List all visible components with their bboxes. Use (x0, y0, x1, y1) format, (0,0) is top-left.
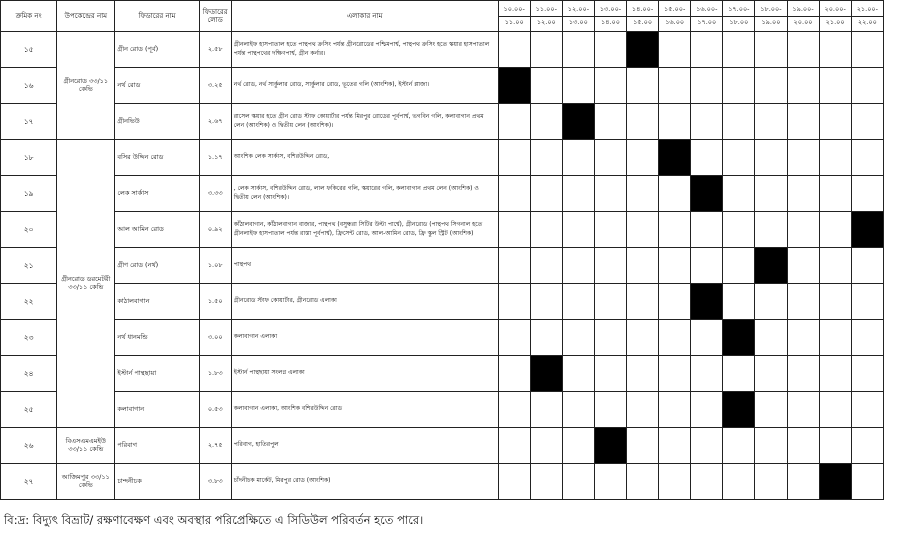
time-slot-to: ২১.০০ (825, 17, 845, 26)
outage-slot (691, 104, 723, 140)
time-slot-to: ১৪.০০ (601, 17, 620, 26)
area-cell: ইস্টার্ন পান্থছায়া সংলগ্ন এলাকা (231, 356, 498, 392)
outage-slot-marked (562, 104, 594, 140)
load-cell: ২.৫৮ (199, 32, 231, 68)
substation-cell: গ্রীনরোড ডরমেটরী ৩৩/১১ কেভি (57, 140, 115, 428)
area-cell: নর্থ রোড, নর্থ সার্কুলার রোড, সার্কুলার রোড, ভূতের গলি (আংশিক), ইস্টার্ন প্লাজা। (231, 68, 498, 104)
feeder-cell: চান্দনীচক (115, 464, 199, 500)
outage-slot (562, 284, 594, 320)
footnote: বি:দ্র: বিদ্যুৎ বিভ্রাট/ রক্ষণাবেক্ষণ এবং অবস্থার পরিপ্রেক্ষিতে এ সিডিউল পরিবর্তন হতে পারে। (4, 513, 424, 527)
outage-slot (594, 248, 626, 284)
serial-cell: ২৭ (1, 464, 57, 500)
outage-slot (819, 68, 851, 104)
table-row (1, 248, 884, 284)
outage-slot (851, 176, 883, 212)
outage-slot (755, 464, 787, 500)
load-cell: ৩.৮৩ (199, 464, 231, 500)
area-cell: গ্রীনলাইফ হাসপাতাল হতে পান্থপথ ক্রসিং পর্যন্ত গ্রীনরোডের পশ্চিমপার্শ্ব, পান্থপথ ক্রসিং হতে স্কয়ার হাসপাতাল পর্যন্ত পান্থপথের দক্ষিণপার্শ্ব, গ্রীন কর্নার। (231, 32, 498, 68)
area-cell: পান্থপথ (231, 248, 498, 284)
header-load: ফিডারের লোড (199, 1, 231, 32)
outage-slot (530, 176, 562, 212)
table-row (1, 320, 884, 356)
outage-slot (562, 140, 594, 176)
outage-slot (627, 140, 659, 176)
outage-slot (691, 464, 723, 500)
outage-slot (562, 248, 594, 284)
area-cell: কলাবাগান এলাকা (231, 320, 498, 356)
feeder-cell: ইস্টার্ন পান্থছায়া (115, 356, 199, 392)
outage-slot (691, 392, 723, 428)
outage-slot (851, 320, 883, 356)
outage-slot (627, 320, 659, 356)
table-row (1, 212, 884, 248)
feeder-cell: পরিবাগ (115, 428, 199, 464)
serial-cell: ২০ (1, 212, 57, 248)
header-time-slot (851, 1, 883, 32)
outage-slot (498, 284, 530, 320)
feeder-cell: কলাবাগান (115, 392, 199, 428)
outage-slot (498, 176, 530, 212)
outage-slot (659, 176, 691, 212)
serial-cell: ২১ (1, 248, 57, 284)
serial-cell: ২৪ (1, 356, 57, 392)
outage-slot (562, 320, 594, 356)
outage-slot (562, 392, 594, 428)
load-cell: ২.৬৭ (199, 104, 231, 140)
load-cell: ১.১৭ (199, 140, 231, 176)
outage-slot (498, 212, 530, 248)
outage-slot (723, 284, 755, 320)
outage-slot (659, 32, 691, 68)
outage-slot (851, 464, 883, 500)
outage-slot (562, 68, 594, 104)
time-slot-to: ১৬.০০ (665, 17, 685, 26)
table-row (1, 284, 884, 320)
feeder-cell: লেক সার্কাস (115, 176, 199, 212)
outage-slot (530, 392, 562, 428)
feeder-cell: গ্রীন রোড (পূর্ব) (115, 32, 199, 68)
load-cell: ১.৫০ (199, 284, 231, 320)
outage-slot-marked (594, 428, 626, 464)
substation-cell: আজিমপুর ৩৩/১১ কেভি (57, 464, 115, 500)
outage-slot (594, 140, 626, 176)
outage-slot (723, 248, 755, 284)
outage-slot (819, 284, 851, 320)
outage-slot (562, 32, 594, 68)
outage-slot (755, 428, 787, 464)
outage-slot (723, 428, 755, 464)
area-cell: , লেক সার্কাস, বশিরউদ্দিন রোড, লাল ফকিরের গলি, স্কয়ারের গলি, কলাবাগান প্রথম লেন (আংশিক) ও দ্বিতীয় লেন (আংশিক)। (231, 176, 498, 212)
outage-slot (787, 140, 819, 176)
outage-slot (755, 176, 787, 212)
load-cell: ১.০৮ (199, 248, 231, 284)
outage-slot (659, 284, 691, 320)
header-substation: উপকেন্দ্রের নাম (57, 1, 115, 32)
feeder-cell: গ্রীণ রোড (নর্থ) (115, 248, 199, 284)
time-slot-from: ১০.০০- (499, 6, 530, 17)
load-cell: ৩.৩৩ (199, 176, 231, 212)
time-slot-to: ১৭.০০ (697, 17, 717, 26)
outage-slot (819, 428, 851, 464)
header-area: এলাকার নাম (231, 1, 498, 32)
header-time-slot (723, 1, 755, 32)
time-slot-to: ২২.০০ (857, 17, 877, 26)
outage-slot (755, 68, 787, 104)
outage-slot (530, 32, 562, 68)
outage-slot (530, 428, 562, 464)
outage-slot (787, 284, 819, 320)
feeder-cell: কাঠালবাগান (115, 284, 199, 320)
feeder-cell: আল আমিন রোড (115, 212, 199, 248)
outage-slot (530, 284, 562, 320)
outage-slot (723, 212, 755, 248)
outage-slot (787, 104, 819, 140)
outage-slot (723, 140, 755, 176)
time-slot-from: ১৭.০০- (723, 6, 754, 17)
outage-slot (627, 284, 659, 320)
area-cell: পরিবাগ, হাতিরপুল (231, 428, 498, 464)
outage-slot (819, 212, 851, 248)
outage-slot (530, 104, 562, 140)
outage-slot (498, 392, 530, 428)
outage-slot (627, 68, 659, 104)
outage-slot (562, 212, 594, 248)
outage-slot (787, 392, 819, 428)
outage-slot (723, 32, 755, 68)
outage-slot (498, 464, 530, 500)
substation-cell: বিএসএমএমইউ ৩৩/১১ কেভি (57, 428, 115, 464)
outage-slot (659, 248, 691, 284)
outage-slot (659, 320, 691, 356)
time-slot-from: ১৮.০০- (755, 6, 786, 17)
outage-slot-marked (819, 464, 851, 500)
outage-slot (627, 212, 659, 248)
outage-slot (691, 428, 723, 464)
outage-slot (851, 392, 883, 428)
outage-slot (723, 356, 755, 392)
outage-slot (498, 428, 530, 464)
schedule-body (1, 32, 884, 500)
outage-slot (498, 356, 530, 392)
outage-slot (787, 176, 819, 212)
time-slot-to: ১৩.০০ (568, 17, 588, 26)
header-time-slot (659, 1, 691, 32)
outage-slot (659, 104, 691, 140)
outage-slot (530, 464, 562, 500)
outage-slot (659, 356, 691, 392)
table-row (1, 428, 884, 464)
feeder-cell: গ্রীনভিউ (115, 104, 199, 140)
outage-slot (691, 248, 723, 284)
outage-slot (627, 104, 659, 140)
load-cell: ৩.০০ (199, 320, 231, 356)
outage-slot-marked (755, 248, 787, 284)
table-row (1, 140, 884, 176)
outage-slot (787, 464, 819, 500)
outage-slot (851, 248, 883, 284)
outage-slot (659, 212, 691, 248)
outage-slot (723, 176, 755, 212)
outage-slot (723, 68, 755, 104)
outage-slot (851, 356, 883, 392)
header-feeder: ফিডারের নাম (115, 1, 199, 32)
header-time-slot (530, 1, 562, 32)
outage-slot (819, 392, 851, 428)
outage-slot (819, 248, 851, 284)
outage-slot-marked (723, 392, 755, 428)
outage-slot (851, 284, 883, 320)
outage-slot-marked (691, 284, 723, 320)
outage-slot (787, 320, 819, 356)
outage-slot (755, 32, 787, 68)
table-row (1, 68, 884, 104)
outage-slot (755, 392, 787, 428)
header-time-slot (498, 1, 530, 32)
outage-slot (594, 356, 626, 392)
outage-slot (530, 320, 562, 356)
outage-slot (498, 320, 530, 356)
time-slot-from: ২১.০০- (852, 6, 883, 17)
outage-slot (498, 140, 530, 176)
time-slot-to: ১৫.০০ (633, 17, 653, 26)
outage-slot (627, 248, 659, 284)
outage-slot (723, 104, 755, 140)
outage-slot (498, 248, 530, 284)
outage-slot (787, 248, 819, 284)
time-slot-from: ১২.০০- (563, 6, 594, 17)
outage-slot (787, 428, 819, 464)
table-row (1, 32, 884, 68)
outage-slot (627, 428, 659, 464)
serial-cell: ১৫ (1, 32, 57, 68)
outage-slot (691, 140, 723, 176)
outage-slot (530, 212, 562, 248)
header-serial: ক্রমিক নং (1, 1, 57, 32)
serial-cell: ১৮ (1, 140, 57, 176)
header-time-slot (755, 1, 787, 32)
outage-slot (755, 284, 787, 320)
outage-slot (659, 68, 691, 104)
outage-slot (819, 176, 851, 212)
serial-cell: ২৩ (1, 320, 57, 356)
time-slot-to: ২০.০০ (793, 17, 813, 26)
time-slot-from: ১১.০০- (531, 6, 562, 17)
load-cell: ১.৮৩ (199, 356, 231, 392)
table-row (1, 104, 884, 140)
time-slot-to: ১৮.০০ (729, 17, 749, 26)
time-slot-from: ১৫.০০- (659, 6, 690, 17)
area-cell: কলাবাগান এলাকা, আংশিক বশিরউদ্দিন রোড (231, 392, 498, 428)
outage-slot (530, 140, 562, 176)
outage-slot (819, 104, 851, 140)
table-row (1, 392, 884, 428)
time-slot-from: ১৪.০০- (627, 6, 658, 17)
header-time-slot (594, 1, 626, 32)
outage-slot (851, 140, 883, 176)
outage-slot (851, 68, 883, 104)
outage-slot (819, 32, 851, 68)
outage-slot-marked (530, 356, 562, 392)
outage-slot (594, 320, 626, 356)
time-slot-to: ১১.০০ (504, 17, 524, 26)
area-cell: কাঁঠালবাগান, কাঁঠালবাগান বাজার, পান্থপথ (বসুন্ধরা সিটির উল্টা পার্শ্বে), গ্রীনরোড (পান্থপথ সিগনাল হতে গ্রীনলাইফ হাসপাতাল পর্যন্ত রাস্তা পূর্বপার্শ্ব), ফ্রিসেন্ট রোড, আল-আমিন রোড, ফ্রি স্কুল স্ট্রিট (আংশিক) (231, 212, 498, 248)
outage-slot (851, 104, 883, 140)
serial-cell: ২২ (1, 284, 57, 320)
load-cell: ০.৯২ (199, 212, 231, 248)
outage-slot (787, 68, 819, 104)
outage-slot (787, 212, 819, 248)
outage-slot (562, 464, 594, 500)
outage-slot (659, 428, 691, 464)
outage-slot (530, 248, 562, 284)
load-cell: ২.৭৫ (199, 428, 231, 464)
feeder-cell: নর্থ রোড (115, 68, 199, 104)
outage-slot (851, 32, 883, 68)
header-time-slot (787, 1, 819, 32)
outage-slot (627, 464, 659, 500)
outage-slot (691, 356, 723, 392)
outage-slot (594, 104, 626, 140)
outage-slot (691, 32, 723, 68)
table-row (1, 176, 884, 212)
outage-slot (627, 356, 659, 392)
outage-slot-marked (851, 212, 883, 248)
outage-slot-marked (498, 68, 530, 104)
outage-slot (755, 320, 787, 356)
outage-slot-marked (659, 140, 691, 176)
outage-slot (723, 464, 755, 500)
outage-slot-marked (691, 176, 723, 212)
outage-slot (787, 356, 819, 392)
outage-slot (594, 464, 626, 500)
area-cell: গ্রীনরোড স্টাফ কোয়ার্টার, গ্রীনরোড এলাকা (231, 284, 498, 320)
outage-slot (498, 104, 530, 140)
feeder-cell: নর্থ ধানমন্ডি (115, 320, 199, 356)
outage-slot (627, 392, 659, 428)
outage-slot (691, 68, 723, 104)
outage-slot-marked (627, 32, 659, 68)
time-slot-to: ১২.০০ (536, 17, 556, 26)
outage-slot (851, 428, 883, 464)
outage-slot (594, 284, 626, 320)
outage-slot (819, 140, 851, 176)
outage-slot (594, 68, 626, 104)
outage-slot (530, 68, 562, 104)
outage-slot (787, 32, 819, 68)
outage-slot (562, 356, 594, 392)
header-time-slot (627, 1, 659, 32)
time-slot-from: ১৩.০০- (595, 6, 626, 17)
time-slot-from: ১৯.০০- (788, 6, 819, 17)
header-time-slot (691, 1, 723, 32)
outage-slot (755, 140, 787, 176)
outage-slot (594, 32, 626, 68)
serial-cell: ১৬ (1, 68, 57, 104)
load-cell: ৩.২৫ (199, 68, 231, 104)
table-row (1, 356, 884, 392)
table-row (1, 464, 884, 500)
outage-slot (755, 104, 787, 140)
outage-slot (755, 212, 787, 248)
time-slot-from: ২০.০০- (820, 6, 851, 17)
area-cell: রাসেল স্কয়ার হতে গ্রীন রোড স্টাফ কোয়ার্টার পর্যন্ত মিরপুর রোডের পূর্বপার্শ্ব, ভগবিন গলি, কলাবাগান প্রথম লেন (আংশিক) ও দ্বিতীয় লেন (আংশিক)। (231, 104, 498, 140)
outage-slot (819, 356, 851, 392)
serial-cell: ১৯ (1, 176, 57, 212)
header-time-slot (562, 1, 594, 32)
serial-cell: ২৫ (1, 392, 57, 428)
outage-slot (594, 392, 626, 428)
substation-cell: গ্রীনরোড ৩৩/১১ কেভি (57, 32, 115, 140)
time-slot-from: ১৬.০০- (691, 6, 722, 17)
outage-slot (659, 464, 691, 500)
outage-slot (691, 320, 723, 356)
outage-slot (594, 176, 626, 212)
time-slot-to: ১৯.০০ (761, 17, 781, 26)
header-time-slot (819, 1, 851, 32)
serial-cell: ২৬ (1, 428, 57, 464)
header-row (1, 1, 884, 32)
outage-slot (755, 356, 787, 392)
outage-slot (498, 32, 530, 68)
feeder-cell: বসির উদ্দিন রোড (115, 140, 199, 176)
outage-slot (819, 320, 851, 356)
outage-slot (562, 428, 594, 464)
serial-cell: ১৭ (1, 104, 57, 140)
area-cell: চাঁদনীচক মার্কেট, মিরপুর রোড (আংশিক) (231, 464, 498, 500)
outage-slot (659, 392, 691, 428)
load-cell: ০.৫৩ (199, 392, 231, 428)
outage-slot (627, 176, 659, 212)
outage-slot (594, 212, 626, 248)
outage-slot (562, 176, 594, 212)
outage-slot (691, 212, 723, 248)
outage-slot-marked (723, 320, 755, 356)
area-cell: আংশিক লেক সার্কাস, বশিরউদ্দিন রোড, (231, 140, 498, 176)
